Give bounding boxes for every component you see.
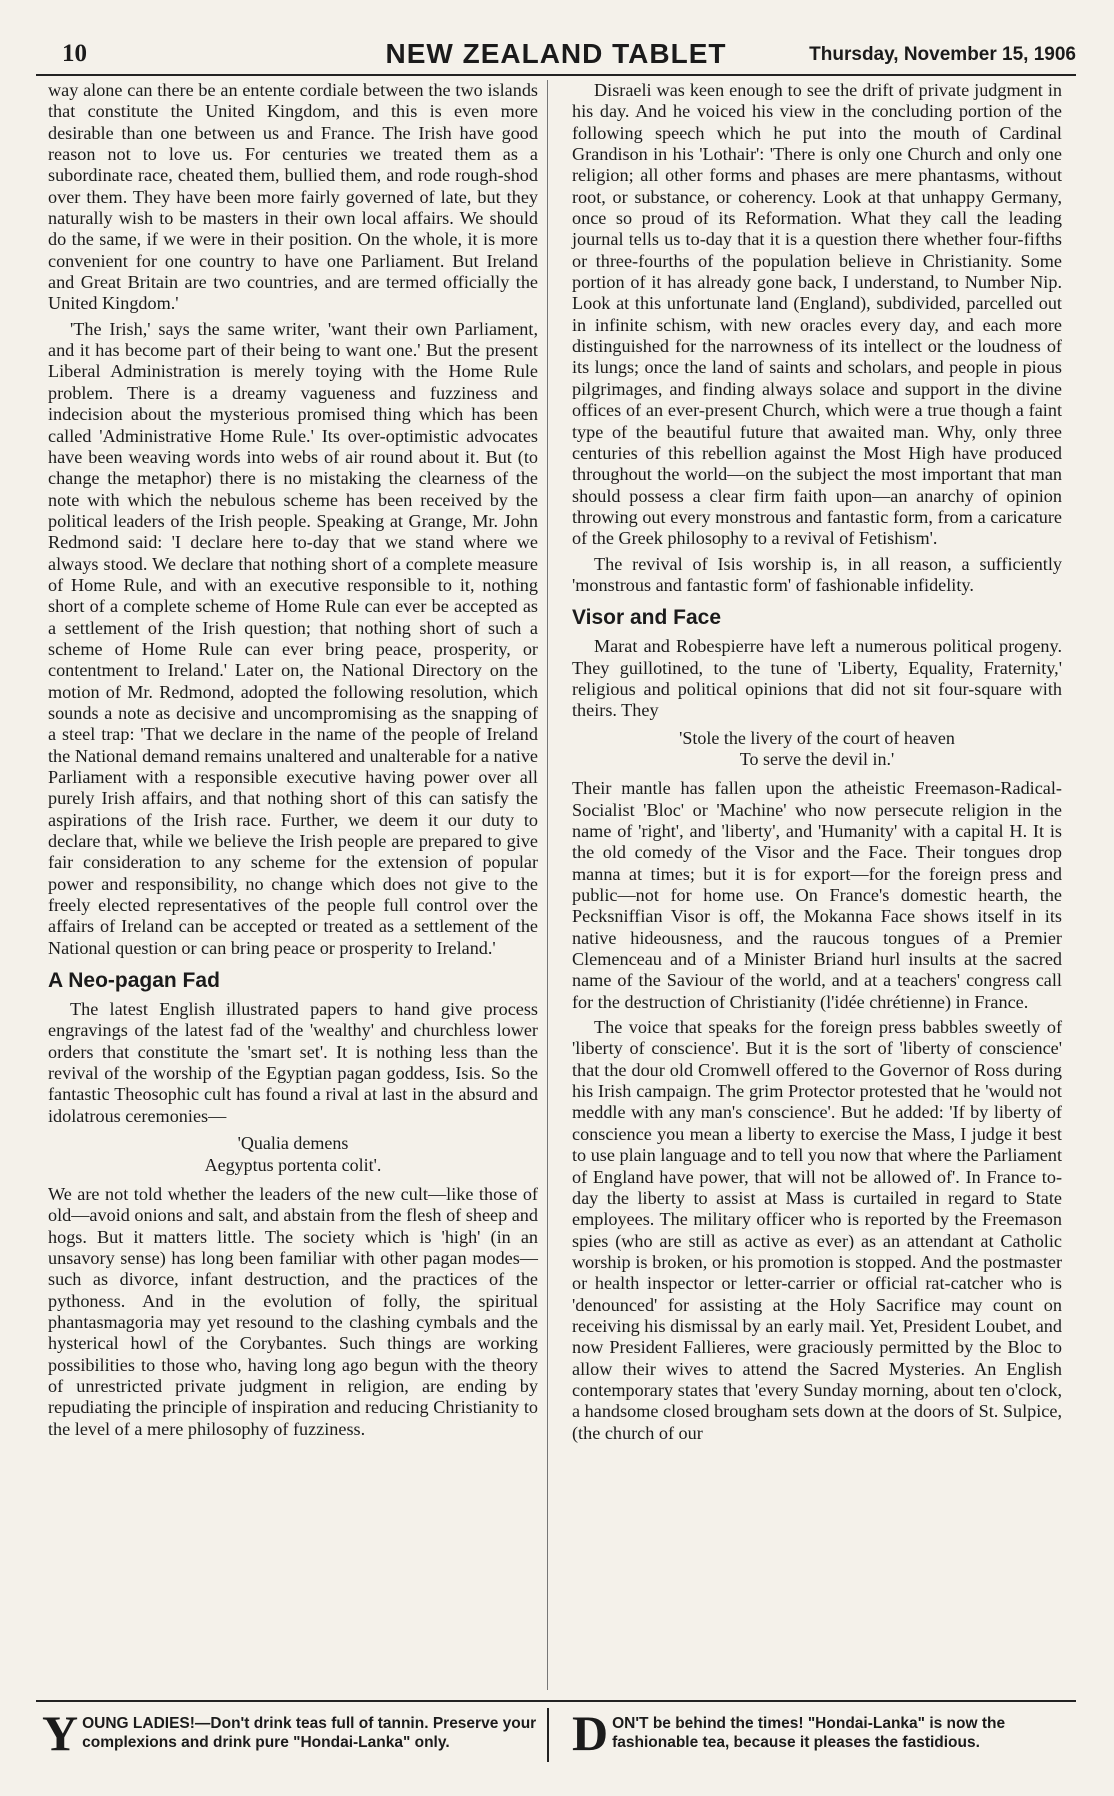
issue-date: Thursday, November 15, 1906: [809, 44, 1076, 65]
article-paragraph: way alone can there be an entente cordiale between the two islands that constitute the United Kingdom, and this is even more desirable than one between us and France. The Irish have good reason not to love us. For centuries we treated them as a subordinate race, cheated them, bullied them, and rode rough-shod over them. They have been more fairly governed of late, but they naturally wish to be masters in their own local affairs. We should do the same, if we were in their position. On the whole, it is more convenient for one country to have one Parliament. But Ireland and Great Britain are two countries, and are termed officially the United Kingdom.': [48, 80, 538, 314]
verse-line: 'Stole the livery of the court of heaven: [679, 727, 955, 748]
article-paragraph: The voice that speaks for the foreign press babbles sweetly of 'liberty of conscience'. But it is the sort of 'liberty of conscience' that the dour old Cromwell offered to the Governor of Ross during his Irish campaign. The grim Protector protested that he 'would not meddle with any man's conscience'. But he added: 'If by liberty of conscience you mean a liberty to exercise the Mass, I judge it best to use plain language and to tell you now that where the Parliament of England have power, that will not be allowed of'. In France to-day the liberty to assist at Mass is curtailed in regard to State employees. The military officer who is reported by the Freemason spies (who are still as active as ever) as an attendant at Catholic worship is broken, or his promotion is stopped. And the postmaster or health inspector or letter-carrier or official rat-catcher who is 'denounced' for assisting at the Holy Sacrifice may count on receiving his dismissal by an early mail. Yet, President Loubet, and now President Fallieres, were graciously permitted by the Bloc to allow their wives to attend the Sacred Mysteries. An English contemporary states that 'every Sunday morning, about ten o'clock, a handsome closed brougham sets down at the doors of St. Sulpice, (the church of our: [572, 1017, 1062, 1443]
article-paragraph: We are not told whether the leaders of the new cult—like those of old—avoid onions and salt, and abstain from the flesh of sheep and hogs. But it matters little. The society which is 'high' (in an unsavory sense) has long been familiar with other pagan modes—such as divorce, infant destruction, and the practices of the pythoness. And in the evolution of folly, the spiritual phantasmagoria may yet resound to the clashing cymbals and the hysterical howl of the Corybantes. Such things are working possibilities to those who, having long ago begun with the theory of unrestricted private judgment in religion, are ending by repudiating the principle of inspiration and reducing Christianity to the level of a mere philosophy of fuzziness.: [48, 1183, 538, 1439]
verse-line: Aegyptus portenta colit'.: [204, 1154, 382, 1175]
drop-cap: D: [572, 1705, 609, 1761]
left-column: [48, 80, 538, 1444]
verse-line: To serve the devil in.': [739, 748, 895, 769]
article-paragraph: Disraeli was keen enough to see the drift of private judgment in his day. And he voiced his view in the concluding portion of the following speech which he put into the mouth of Cardinal Grandison in his 'Lothair': 'There is only one Church and only one religion; all other forms and phases are mere phantasms, without root, or substance, or coherency. Look at that unhappy Germany, once so proud of its Reformation. What they call the leading journal tells us to-day that it is a question there whether four-fifths or three-fourths of the population believe in Christianity. Some portion of it has already gone back, I understand, to Number Nip. Look at this unfortunate land (England), subdivided, parcelled out in infinite schism, with new oracles every day, and each more distinguished for the narrowness of its intellect or the loudness of its lungs; once the land of saints and scholars, and people in pious pilgrimages, and finding always solace and support in the divine offices of an ever-present Church, which were a true though a faint type of the beautiful future that awaited man. Why, only three centuries of this rebellion against the Most High have produced throughout the world—on the subject the most important that man should possess a clear firm faith upon—an anarchy of opinion throwing out every monstrous and fantastic form, from a caricature of the Greek philosophy to a revival of Fetishism'.: [572, 80, 1062, 549]
advertisement-divider: [547, 1708, 549, 1762]
article-paragraph: The latest English illustrated papers to hand give process engravings of the latest fad of the 'wealthy' and churchless lower orders that constitute the 'smart set'. It is nothing less than the revival of the worship of the Egyptian pagan goddess, Isis. So the fantastic Theosophic cult has found a rival at last in the absurd and idolatrous ceremonies—: [48, 999, 538, 1126]
right-column: [572, 80, 1062, 1448]
drop-cap: Y: [42, 1705, 79, 1761]
column-divider: [547, 80, 548, 1690]
footer-rule: [36, 1700, 1076, 1702]
page-header: [36, 34, 1076, 76]
advertisement-text: ON'T be behind the times! "Hondai-Lanka" is now the fashionable tea, because it pleases the fastidious.: [612, 1715, 1006, 1751]
article-paragraph: Marat and Robespierre have left a numerous political progeny. They guillotined, to the tune of 'Liberty, Equality, Fraternity,' religious and political opinions that did not sit four-square with theirs. They: [572, 636, 1062, 721]
article-paragraph: Their mantle has fallen upon the atheistic Freemason-Radical-Socialist 'Bloc' or 'Machine' who now persecute religion in the name of 'right', and 'liberty', and 'Humanity' with a capital H. It is the old comedy of the Visor and the Face. Their tongues drop manna at times; but it is for export—for the foreign press and public—not for home use. On France's domestic hearth, the Pecksniffian Visor is off, the Mokanna Face shows itself in its native hideousness, and the raucous tongues of a Premier Clemenceau and of a Minister Briand hurl insults at the sacred name of the Saviour of the world, and at a teachers' congress call for the destruction of Christianity (l'idée chrétienne) in France.: [572, 778, 1062, 1012]
verse-quote: [572, 728, 1062, 771]
page-number: 10: [62, 40, 87, 67]
verse-line: 'Qualia demens: [237, 1133, 349, 1154]
masthead-title: NEW ZEALAND TABLET: [385, 38, 727, 69]
article-paragraph: 'The Irish,' says the same writer, 'want their own Parliament, and it has become part of their being to want one.' But the present Liberal Administration is merely toying with the Home Rule problem. There is a dreamy vagueness and fuzziness and indecision about the mysterious promised thing which has been called 'Administrative Home Rule.' Its over-optimistic advocates have been weaving words into webs of air round about it. But (to change the metaphor) there is no mistaking the clearness of the note with which the nebulous scheme has been received by the political leaders of the Irish people. Speaking at Grange, Mr. John Redmond said: 'I declare here to-day that we stand where we always stood. We declare that nothing short of a complete measure of Home Rule, and with an executive responsible to it, nothing short of a complete scheme of Home Rule can ever be accepted as a settlement of the Irish question; that nothing short of such a scheme of Home Rule can ever bring peace, prosperity, or contentment to Ireland.' Later on, the National Directory on the motion of Mr. Redmond, adopted the following resolution, which sounds a note as decisive and uncompromising as the snapping of a steel trap: 'That we declare in the name of the people of Ireland the National demand remains unaltered and unalterable for a native Parliament with a responsible executive having power over all purely Irish affairs, and that nothing short of this can satisfy the aspirations of the Irish race. Further, we deem it our duty to declare that, while we believe the Irish people are prepared to give fair consideration to any scheme for the extension of popular power and responsibility, no change which does not give to the freely elected representatives of the people full control over the affairs of Ireland can be accepted or treated as a settlement of the National question or can bring peace or prosperity to Ireland.': [48, 318, 538, 958]
advertisement-dont-be-behind: [572, 1705, 1072, 1766]
section-heading-visor-and-face: Visor and Face: [572, 606, 722, 630]
section-heading-neo-pagan-fad: A Neo-pagan Fad: [48, 969, 220, 993]
verse-quote: [48, 1133, 538, 1176]
advertisement-young-ladies: [42, 1705, 542, 1766]
article-paragraph: The revival of Isis worship is, in all reason, a sufficiently 'monstrous and fantastic form' of fashionable infidelity.: [572, 553, 1062, 595]
advertisement-text: OUNG LADIES!—Don't drink teas full of tannin. Preserve your complexions and drink pure "Hondai-Lanka" only.: [82, 1715, 537, 1751]
